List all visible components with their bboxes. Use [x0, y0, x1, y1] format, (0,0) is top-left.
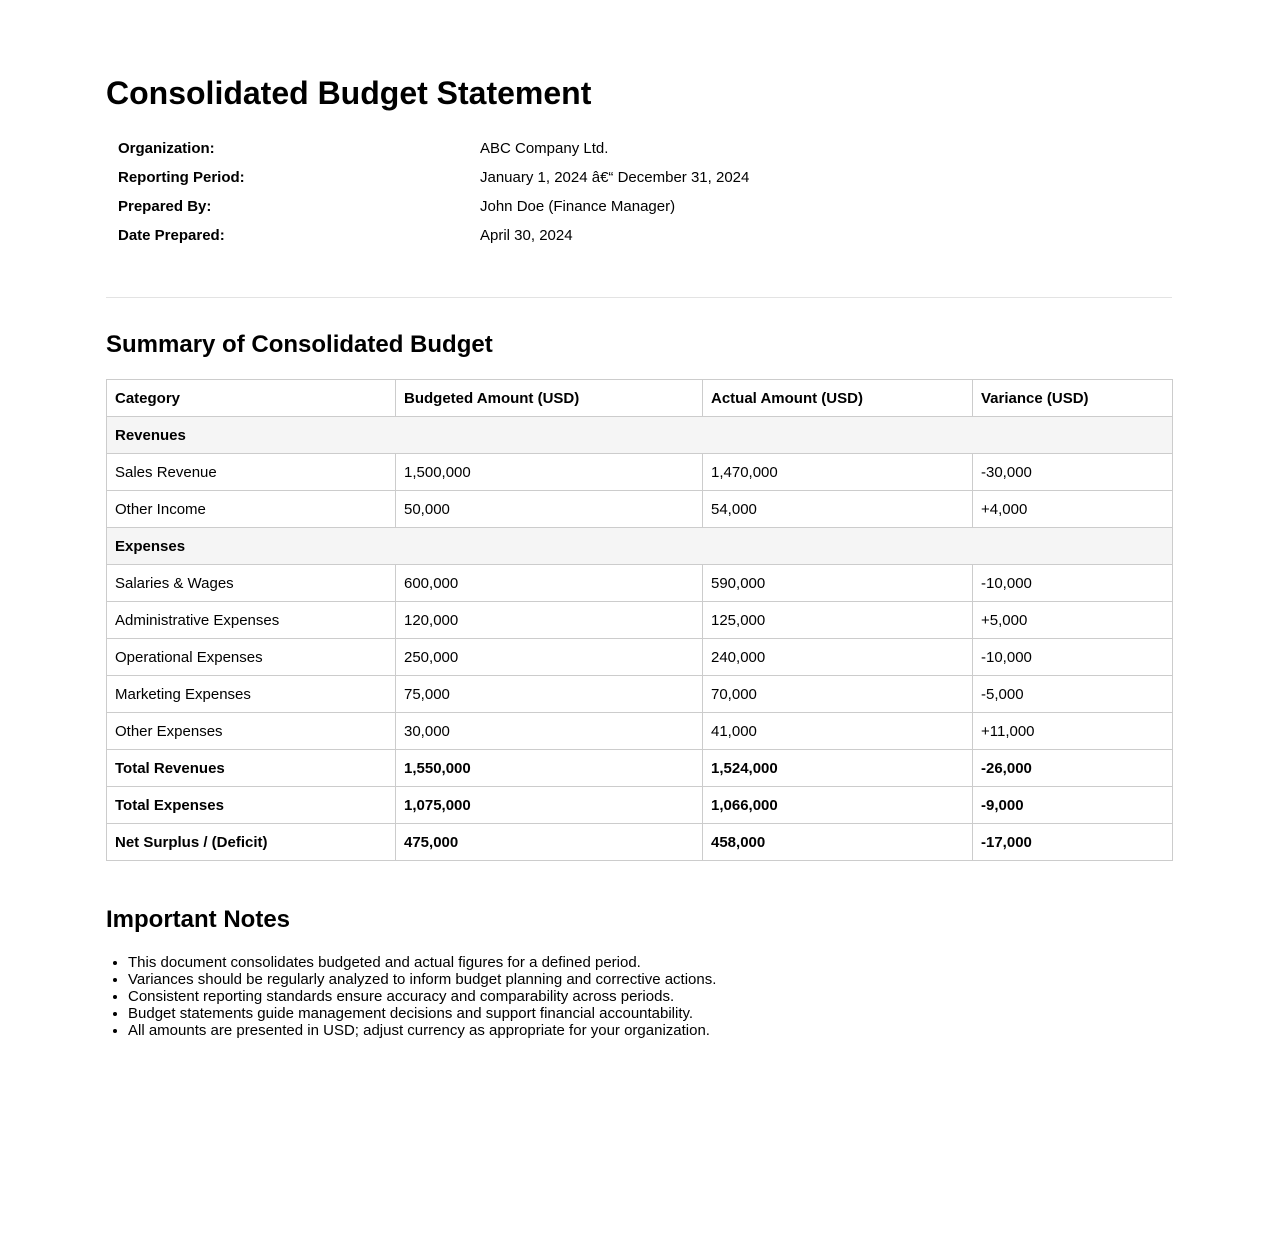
notes-list [106, 954, 716, 1039]
info-value: April 30, 2024 [480, 227, 573, 244]
cell-variance: +4,000 [973, 491, 1173, 528]
cell-variance: +11,000 [973, 713, 1173, 750]
info-row-prepared-by [106, 192, 1172, 221]
notes-heading: Important Notes [106, 906, 291, 933]
info-value: ABC Company Ltd. [480, 140, 609, 157]
list-item: • All amounts are presented in USD; adjust currency as appropriate for your organization. [128, 1022, 716, 1039]
section-row-expenses [107, 528, 1173, 565]
cell-category: Marketing Expenses [107, 676, 396, 713]
section-divider [106, 297, 1172, 298]
cell-variance: -9,000 [973, 787, 1173, 824]
cell-budgeted: 50,000 [396, 491, 703, 528]
budget-table [106, 379, 1173, 861]
cell-actual: 458,000 [703, 824, 973, 861]
list-item: • Variances should be regularly analyzed to inform budget planning and corrective actions. [128, 971, 716, 988]
column-header-category: Category [107, 380, 396, 417]
cell-category: Administrative Expenses [107, 602, 396, 639]
cell-category: Sales Revenue [107, 454, 396, 491]
cell-variance: -17,000 [973, 824, 1173, 861]
cell-actual: 1,470,000 [703, 454, 973, 491]
total-row [107, 824, 1173, 861]
cell-category: Other Expenses [107, 713, 396, 750]
cell-budgeted: 250,000 [396, 639, 703, 676]
list-item: • Consistent reporting standards ensure accuracy and comparability across periods. [128, 988, 716, 1005]
cell-actual: 41,000 [703, 713, 973, 750]
cell-budgeted: 475,000 [396, 824, 703, 861]
cell-category: Total Expenses [107, 787, 396, 824]
cell-variance: -10,000 [973, 639, 1173, 676]
cell-category: Salaries & Wages [107, 565, 396, 602]
info-row-organization [106, 134, 1172, 163]
info-label: Reporting Period: [118, 169, 245, 186]
info-row-date-prepared [106, 221, 1172, 250]
table-row [107, 639, 1173, 676]
info-label: Date Prepared: [118, 227, 225, 244]
cell-budgeted: 30,000 [396, 713, 703, 750]
cell-actual: 125,000 [703, 602, 973, 639]
summary-heading: Summary of Consolidated Budget [106, 331, 493, 358]
info-row-reporting-period [106, 163, 1172, 192]
info-label: Prepared By: [118, 198, 212, 215]
table-header-row [107, 380, 1173, 417]
table-row [107, 565, 1173, 602]
cell-variance: -10,000 [973, 565, 1173, 602]
document-info [106, 134, 1172, 250]
list-item: • This document consolidates budgeted and actual figures for a defined period. [128, 954, 716, 971]
cell-category: Total Revenues [107, 750, 396, 787]
info-label: Organization: [118, 140, 215, 157]
column-header-variance: Variance (USD) [973, 380, 1173, 417]
page-title: Consolidated Budget Statement [106, 75, 592, 111]
cell-variance: -5,000 [973, 676, 1173, 713]
cell-actual: 54,000 [703, 491, 973, 528]
column-header-budgeted: Budgeted Amount (USD) [396, 380, 703, 417]
cell-variance: -30,000 [973, 454, 1173, 491]
section-row-revenues [107, 417, 1173, 454]
column-header-actual: Actual Amount (USD) [703, 380, 973, 417]
table-row [107, 491, 1173, 528]
table-row [107, 454, 1173, 491]
cell-budgeted: 120,000 [396, 602, 703, 639]
cell-budgeted: 1,550,000 [396, 750, 703, 787]
table-row [107, 676, 1173, 713]
info-value: January 1, 2024 â€“ December 31, 2024 [480, 169, 750, 186]
info-value: John Doe (Finance Manager) [480, 198, 676, 215]
table-row [107, 713, 1173, 750]
cell-budgeted: 1,500,000 [396, 454, 703, 491]
cell-category: Net Surplus / (Deficit) [107, 824, 396, 861]
cell-budgeted: 75,000 [396, 676, 703, 713]
table-row [107, 602, 1173, 639]
cell-category: Operational Expenses [107, 639, 396, 676]
total-row [107, 787, 1173, 824]
section-label: Revenues [107, 417, 1173, 454]
cell-variance: +5,000 [973, 602, 1173, 639]
cell-actual: 1,524,000 [703, 750, 973, 787]
cell-variance: -26,000 [973, 750, 1173, 787]
cell-actual: 70,000 [703, 676, 973, 713]
cell-actual: 240,000 [703, 639, 973, 676]
cell-budgeted: 1,075,000 [396, 787, 703, 824]
list-item: • Budget statements guide management decisions and support financial accountability. [128, 1005, 716, 1022]
cell-actual: 590,000 [703, 565, 973, 602]
cell-category: Other Income [107, 491, 396, 528]
cell-actual: 1,066,000 [703, 787, 973, 824]
total-row [107, 750, 1173, 787]
cell-budgeted: 600,000 [396, 565, 703, 602]
section-label: Expenses [107, 528, 1173, 565]
